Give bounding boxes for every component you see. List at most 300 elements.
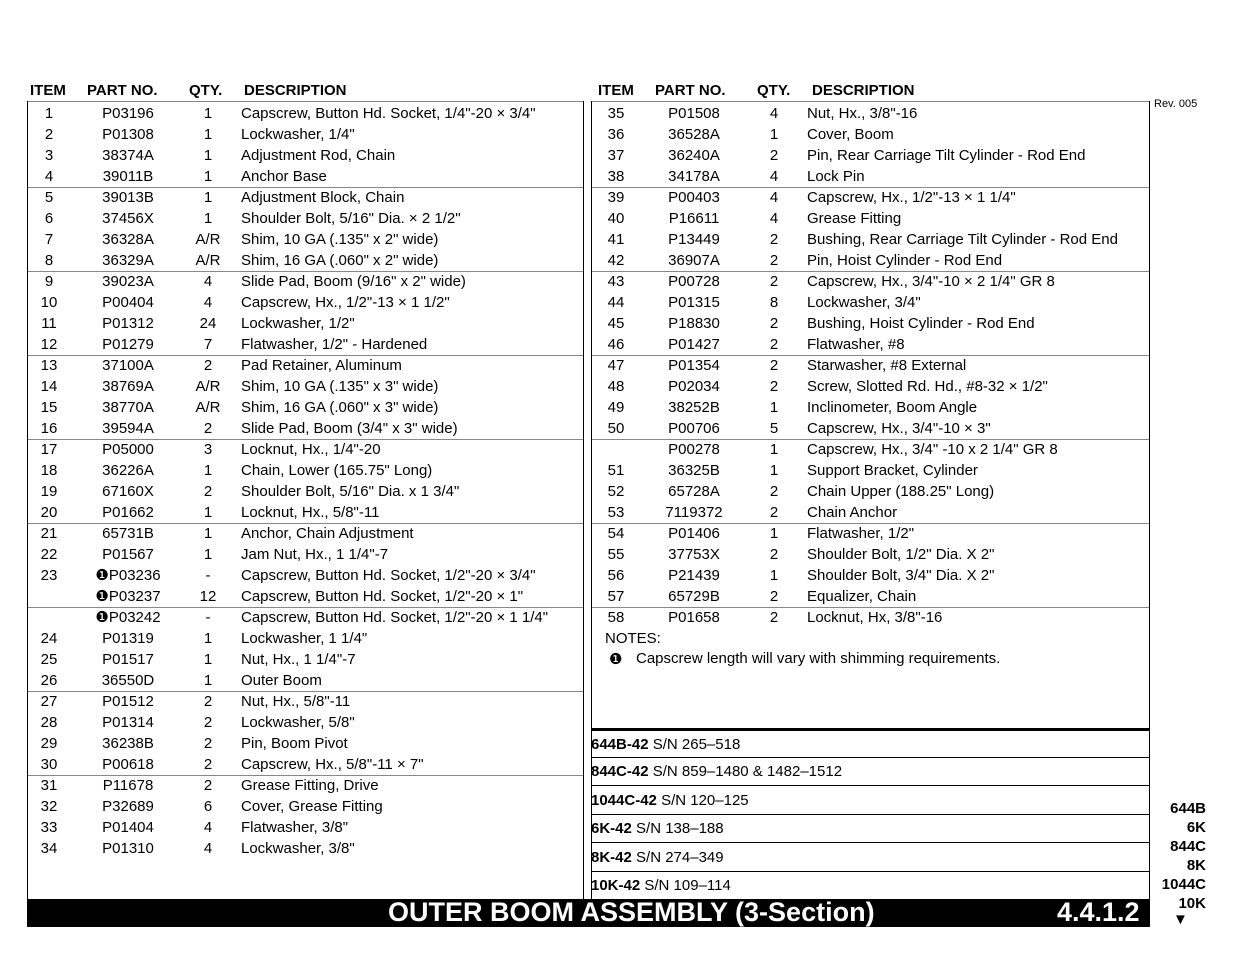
cell-part-no: 36907A xyxy=(668,252,720,269)
cell-qty: 4 xyxy=(203,819,213,836)
cell-item: 44 xyxy=(607,294,625,311)
note-marker-icon: ❶ xyxy=(609,651,623,668)
header-part-no-right: PART NO. xyxy=(655,82,726,99)
table-row xyxy=(592,523,1149,544)
table-row xyxy=(592,502,1149,523)
cell-item: 48 xyxy=(607,378,625,395)
cell-item: 22 xyxy=(40,546,58,563)
cell-part-no: 34178A xyxy=(668,168,720,185)
cell-part-no: P01658 xyxy=(668,609,720,626)
cell-qty: 1 xyxy=(203,462,213,479)
header-qty: QTY. xyxy=(189,82,223,99)
cell-description: Lockwasher, 1/4" xyxy=(241,126,355,143)
cell-description: Shoulder Bolt, 1/2" Dia. X 2" xyxy=(807,546,995,563)
cell-qty: 1 xyxy=(203,525,213,542)
cell-qty: 4 xyxy=(203,273,213,290)
side-model: 10K xyxy=(1178,895,1206,912)
cell-description: Support Bracket, Cylinder xyxy=(807,462,978,479)
cell-qty: A/R xyxy=(195,399,221,416)
cell-item: 13 xyxy=(40,357,58,374)
table-row xyxy=(592,481,1149,502)
cell-part-no: 65731B xyxy=(102,525,154,542)
cell-part-no: 7119372 xyxy=(665,504,723,521)
cell-part-no: 38374A xyxy=(102,147,154,164)
cell-part-no: P05000 xyxy=(102,441,154,458)
section-number: 4.4.1.2 xyxy=(1057,897,1140,927)
table-row xyxy=(28,670,583,691)
cell-part-no: P01662 xyxy=(102,504,154,521)
table-row xyxy=(28,775,583,796)
cell-description: Anchor, Chain Adjustment xyxy=(241,525,414,542)
cell-description: Grease Fitting xyxy=(807,210,902,227)
cell-part-no: ❶P03236 xyxy=(95,567,161,584)
page-title: OUTER BOOM ASSEMBLY (3-Section) xyxy=(388,897,875,927)
cell-qty: 2 xyxy=(769,252,779,269)
cell-item: 1 xyxy=(44,105,54,122)
cell-item: 50 xyxy=(607,420,625,437)
cell-qty: A/R xyxy=(195,231,221,248)
cell-part-no: 38252B xyxy=(668,399,720,416)
cell-item: 6 xyxy=(44,210,54,227)
serial-model: 6K-42 xyxy=(591,820,632,837)
table-row xyxy=(592,397,1149,418)
table-row xyxy=(28,460,583,481)
cell-part-no: 36226A xyxy=(102,462,154,479)
table-row xyxy=(28,229,583,250)
cell-part-no: P01312 xyxy=(102,315,154,332)
cell-item: 17 xyxy=(40,441,58,458)
table-row xyxy=(592,124,1149,145)
table-top-rule xyxy=(28,101,583,102)
cell-item: 41 xyxy=(607,231,625,248)
cell-part-no: P01314 xyxy=(102,714,154,731)
cell-qty: 1 xyxy=(203,210,213,227)
cell-description: Flatwasher, #8 xyxy=(807,336,905,353)
serial-row xyxy=(591,786,1150,815)
header-description: DESCRIPTION xyxy=(244,82,347,99)
cell-item: 19 xyxy=(40,483,58,500)
cell-qty: - xyxy=(205,609,211,626)
cell-item: 35 xyxy=(607,105,625,122)
cell-part-no: 39011B xyxy=(102,168,154,185)
table-row xyxy=(592,187,1149,208)
serial-row xyxy=(591,758,1150,786)
cell-part-no: 36328A xyxy=(102,231,154,248)
cell-part-no: P01308 xyxy=(102,126,154,143)
side-model: 6K xyxy=(1186,819,1206,836)
cell-description: Shoulder Bolt, 3/4" Dia. X 2" xyxy=(807,567,995,584)
cell-qty: 2 xyxy=(203,357,213,374)
cell-qty: 3 xyxy=(203,441,213,458)
cell-description: Jam Nut, Hx., 1 1/4"-7 xyxy=(241,546,389,563)
cell-description: Capscrew, Button Hd. Socket, 1/4"-20 × 3/4" xyxy=(241,105,536,122)
cell-description: Lockwasher, 1 1/4" xyxy=(241,630,368,647)
cell-qty: 4 xyxy=(769,210,779,227)
cell-qty: 2 xyxy=(769,483,779,500)
cell-item: 9 xyxy=(44,273,54,290)
cell-qty: 2 xyxy=(203,777,213,794)
cell-description: Pin, Boom Pivot xyxy=(241,735,348,752)
cell-part-no: 37753X xyxy=(668,546,720,563)
cell-part-no: P01319 xyxy=(102,630,154,647)
down-arrow-icon: ▼ xyxy=(1173,911,1188,928)
cell-description: Adjustment Block, Chain xyxy=(241,189,405,206)
cell-part-no: P00403 xyxy=(668,189,720,206)
table-row xyxy=(592,250,1149,271)
table-row xyxy=(592,103,1149,124)
cell-item: 16 xyxy=(40,420,58,437)
table-row xyxy=(28,502,583,523)
cell-item: 2 xyxy=(44,126,54,143)
cell-item: 32 xyxy=(40,798,58,815)
cell-item: 14 xyxy=(40,378,58,395)
table-row xyxy=(592,166,1149,187)
cell-description: Shim, 10 GA (.135" x 2" wide) xyxy=(241,231,439,248)
table-row xyxy=(28,208,583,229)
serial-range: S/N 274–349 xyxy=(636,849,724,866)
cell-qty: 24 xyxy=(199,315,217,332)
cell-qty: 1 xyxy=(203,105,213,122)
table-row xyxy=(28,145,583,166)
cell-qty: 1 xyxy=(203,189,213,206)
side-model-index xyxy=(1162,799,1206,913)
cell-item: 55 xyxy=(607,546,625,563)
cell-qty: 2 xyxy=(203,483,213,500)
cell-item: 34 xyxy=(40,840,58,857)
cell-qty: 2 xyxy=(203,735,213,752)
serial-model: 644B-42 xyxy=(591,736,649,753)
cell-description: Grease Fitting, Drive xyxy=(241,777,379,794)
cell-description: Shim, 16 GA (.060" x 2" wide) xyxy=(241,252,439,269)
cell-part-no: P00278 xyxy=(668,441,720,458)
side-model: 644B xyxy=(1170,800,1206,817)
table-row xyxy=(28,166,583,187)
table-row xyxy=(28,712,583,733)
cell-qty: 4 xyxy=(769,168,779,185)
cell-item: 21 xyxy=(40,525,58,542)
cell-qty: 1 xyxy=(769,441,779,458)
cell-item: 56 xyxy=(607,567,625,584)
cell-qty: 1 xyxy=(769,399,779,416)
cell-part-no: 36528A xyxy=(668,126,720,143)
cell-part-no: 38769A xyxy=(102,378,154,395)
cell-qty: 2 xyxy=(769,357,779,374)
cell-part-no: P32689 xyxy=(102,798,154,815)
cell-description: Flatwasher, 3/8" xyxy=(241,819,349,836)
cell-description: Nut, Hx., 3/8"-16 xyxy=(807,105,918,122)
cell-description: Capscrew, Button Hd. Socket, 1/2"-20 × 1" xyxy=(241,588,524,605)
cell-qty: 2 xyxy=(769,336,779,353)
cell-description: Capscrew, Hx., 3/4" -10 x 2 1/4" GR 8 xyxy=(807,441,1058,458)
cell-item: 26 xyxy=(40,672,58,689)
table-row xyxy=(28,397,583,418)
cell-description: Bushing, Hoist Cylinder - Rod End xyxy=(807,315,1035,332)
cell-item: 38 xyxy=(607,168,625,185)
table-row xyxy=(592,229,1149,250)
cell-qty: 2 xyxy=(203,693,213,710)
cell-qty: 1 xyxy=(203,147,213,164)
cell-item: 33 xyxy=(40,819,58,836)
header-part-no: PART NO. xyxy=(87,82,158,99)
table-row xyxy=(592,313,1149,334)
cell-qty: 12 xyxy=(199,588,217,605)
cell-part-no: 39594A xyxy=(102,420,154,437)
table-row xyxy=(28,355,583,376)
table-row xyxy=(592,292,1149,313)
table-row xyxy=(28,313,583,334)
cell-part-no: P02034 xyxy=(668,378,720,395)
cell-description: Screw, Slotted Rd. Hd., #8-32 × 1/2" xyxy=(807,378,1048,395)
cell-part-no: P00404 xyxy=(102,294,154,311)
side-model: 1044C xyxy=(1161,876,1206,893)
table-row xyxy=(28,271,583,292)
cell-item: 3 xyxy=(44,147,54,164)
cell-item: 8 xyxy=(44,252,54,269)
cell-part-no: P00728 xyxy=(668,273,720,290)
note-text: Capscrew length will vary with shimming requirements. xyxy=(636,650,1001,667)
cell-description: Chain Upper (188.25" Long) xyxy=(807,483,995,500)
cell-qty: 2 xyxy=(769,315,779,332)
header-item: ITEM xyxy=(30,82,66,99)
cell-item: 42 xyxy=(607,252,625,269)
cell-description: Locknut, Hx, 3/8"-16 xyxy=(807,609,943,626)
cell-part-no: P01512 xyxy=(102,693,154,710)
table-row xyxy=(592,418,1149,439)
cell-description: Anchor Base xyxy=(241,168,327,185)
cell-part-no: P18830 xyxy=(668,315,720,332)
cell-item: 31 xyxy=(40,777,58,794)
cell-item: 29 xyxy=(40,735,58,752)
cell-description: Capscrew, Button Hd. Socket, 1/2"-20 × 3/4" xyxy=(241,567,536,584)
table-row xyxy=(28,817,583,838)
cell-part-no: 39023A xyxy=(102,273,154,290)
serial-range: S/N 138–188 xyxy=(636,820,724,837)
table-row xyxy=(28,628,583,649)
cell-qty: 2 xyxy=(769,147,779,164)
cell-qty: - xyxy=(205,567,211,584)
cell-description: Capscrew, Hx., 5/8"-11 × 7" xyxy=(241,756,424,773)
cell-part-no: P21439 xyxy=(668,567,720,584)
cell-part-no: P03196 xyxy=(102,105,154,122)
serial-row xyxy=(591,815,1150,843)
cell-description: Shoulder Bolt, 5/16" Dia. x 1 3/4" xyxy=(241,483,460,500)
cell-qty: 4 xyxy=(203,840,213,857)
cell-part-no: P01567 xyxy=(102,546,154,563)
cell-part-no: P01354 xyxy=(668,357,720,374)
cell-description: Nut, Hx., 1 1/4"-7 xyxy=(241,651,356,668)
cell-description: Capscrew, Hx., 3/4"-10 × 3" xyxy=(807,420,991,437)
cell-part-no: 38770A xyxy=(102,399,154,416)
side-model: 8K xyxy=(1186,857,1206,874)
cell-description: Cover, Grease Fitting xyxy=(241,798,383,815)
cell-part-no: 36325B xyxy=(668,462,720,479)
cell-qty: 1 xyxy=(203,504,213,521)
cell-description: Locknut, Hx., 5/8"-11 xyxy=(241,504,380,521)
cell-part-no: P16611 xyxy=(668,210,720,227)
table-row xyxy=(592,607,1149,628)
cell-description: Lockwasher, 3/8" xyxy=(241,840,355,857)
cell-part-no: P01279 xyxy=(102,336,154,353)
cell-description: Cover, Boom xyxy=(807,126,894,143)
cell-qty: 2 xyxy=(769,231,779,248)
cell-part-no: P01427 xyxy=(668,336,720,353)
table-row xyxy=(28,754,583,775)
cell-qty: 1 xyxy=(769,525,779,542)
table-row xyxy=(28,124,583,145)
cell-qty: 1 xyxy=(203,630,213,647)
cell-item: 37 xyxy=(607,147,625,164)
cell-item: 23 xyxy=(40,567,58,584)
cell-qty: 1 xyxy=(769,567,779,584)
serial-range: S/N 120–125 xyxy=(661,792,749,809)
cell-description: Lockwasher, 3/4" xyxy=(807,294,921,311)
cell-qty: 4 xyxy=(769,105,779,122)
cell-item: 52 xyxy=(607,483,625,500)
cell-item: 4 xyxy=(44,168,54,185)
table-row xyxy=(28,607,583,628)
cell-part-no: P11678 xyxy=(102,777,154,794)
cell-description: Lockwasher, 1/2" xyxy=(241,315,355,332)
cell-description: Lockwasher, 5/8" xyxy=(241,714,355,731)
cell-qty: 2 xyxy=(769,504,779,521)
cell-description: Outer Boom xyxy=(241,672,322,689)
cell-description: Pad Retainer, Aluminum xyxy=(241,357,402,374)
table-top-rule-right xyxy=(592,101,1149,102)
parts-table-left xyxy=(27,101,584,900)
table-row xyxy=(28,439,583,460)
cell-part-no: P01404 xyxy=(102,819,154,836)
cell-description: Slide Pad, Boom (9/16" x 2" wide) xyxy=(241,273,466,290)
cell-part-no: 36238B xyxy=(102,735,154,752)
revision-label: Rev. 005 xyxy=(1154,98,1198,110)
table-row xyxy=(28,523,583,544)
cell-item: 27 xyxy=(40,693,58,710)
cell-item: 57 xyxy=(607,588,625,605)
cell-qty: 2 xyxy=(203,756,213,773)
table-row xyxy=(28,733,583,754)
cell-item: 53 xyxy=(607,504,625,521)
cell-item: 12 xyxy=(40,336,58,353)
table-row xyxy=(592,376,1149,397)
cell-item: 47 xyxy=(607,357,625,374)
table-row xyxy=(28,691,583,712)
side-model: 844C xyxy=(1170,838,1206,855)
cell-qty: 1 xyxy=(769,462,779,479)
cell-qty: 1 xyxy=(203,672,213,689)
cell-description: Pin, Rear Carriage Tilt Cylinder - Rod End xyxy=(807,147,1086,164)
cell-qty: 2 xyxy=(769,609,779,626)
cell-item: 36 xyxy=(607,126,625,143)
cell-item: 28 xyxy=(40,714,58,731)
cell-qty: 2 xyxy=(769,546,779,563)
cell-qty: 2 xyxy=(769,273,779,290)
cell-qty: 2 xyxy=(769,378,779,395)
cell-item: 51 xyxy=(607,462,625,479)
cell-item: 39 xyxy=(607,189,625,206)
cell-item: 18 xyxy=(40,462,58,479)
cell-qty: 6 xyxy=(203,798,213,815)
cell-item: 40 xyxy=(607,210,625,227)
cell-part-no: P01517 xyxy=(102,651,154,668)
table-row xyxy=(592,544,1149,565)
cell-part-no: ❶P03237 xyxy=(95,588,161,605)
cell-part-no: P13449 xyxy=(668,231,720,248)
table-row xyxy=(28,796,583,817)
cell-description: Locknut, Hx., 1/4"-20 xyxy=(241,441,381,458)
cell-description: Adjustment Rod, Chain xyxy=(241,147,396,164)
cell-item: 46 xyxy=(607,336,625,353)
cell-description: Capscrew, Hx., 1/2"-13 × 1 1/4" xyxy=(807,189,1016,206)
table-row xyxy=(592,460,1149,481)
cell-part-no: ❶P03242 xyxy=(95,609,161,626)
cell-qty: 2 xyxy=(203,420,213,437)
cell-description: Starwasher, #8 External xyxy=(807,357,967,374)
cell-description: Shim, 16 GA (.060" x 3" wide) xyxy=(241,399,439,416)
cell-part-no: 36550D xyxy=(101,672,155,689)
cell-description: Capscrew, Hx., 3/4"-10 × 2 1/4" GR 8 xyxy=(807,273,1055,290)
cell-item: 25 xyxy=(40,651,58,668)
table-row xyxy=(28,292,583,313)
table-row xyxy=(28,565,583,586)
cell-item: 7 xyxy=(44,231,54,248)
table-row xyxy=(592,334,1149,355)
table-row xyxy=(28,376,583,397)
cell-description: Bushing, Rear Carriage Tilt Cylinder - Rod End xyxy=(807,231,1118,248)
cell-part-no: 37100A xyxy=(102,357,154,374)
cell-description: Flatwasher, 1/2" xyxy=(807,525,915,542)
cell-description: Shoulder Bolt, 5/16" Dia. × 2 1/2" xyxy=(241,210,461,227)
cell-part-no: P00618 xyxy=(102,756,154,773)
cell-item: 54 xyxy=(607,525,625,542)
serial-model: 10K-42 xyxy=(591,877,641,894)
cell-item: 58 xyxy=(607,609,625,626)
cell-description: Nut, Hx., 5/8"-11 xyxy=(241,693,351,710)
cell-qty: 4 xyxy=(203,294,213,311)
table-row xyxy=(592,271,1149,292)
cell-description: Shim, 10 GA (.135" x 3" wide) xyxy=(241,378,439,395)
cell-item: 49 xyxy=(607,399,625,416)
cell-part-no: 36240A xyxy=(668,147,720,164)
cell-part-no: P01406 xyxy=(668,525,720,542)
cell-qty: 8 xyxy=(769,294,779,311)
cell-description: Lock Pin xyxy=(807,168,865,185)
cell-description: Flatwasher, 1/2" - Hardened xyxy=(241,336,428,353)
table-row xyxy=(592,355,1149,376)
cell-item: 24 xyxy=(40,630,58,647)
table-row xyxy=(28,544,583,565)
cell-part-no: 37456X xyxy=(102,210,154,227)
cell-description: Capscrew, Hx., 1/2"-13 × 1 1/2" xyxy=(241,294,450,311)
cell-part-no: 65729B xyxy=(668,588,720,605)
table-row xyxy=(592,439,1149,460)
cell-part-no: P01315 xyxy=(668,294,720,311)
table-row xyxy=(592,145,1149,166)
cell-part-no: 67160X xyxy=(102,483,154,500)
cell-qty: 1 xyxy=(203,546,213,563)
serial-row xyxy=(591,843,1150,872)
table-row xyxy=(28,649,583,670)
cell-qty: 2 xyxy=(203,714,213,731)
table-row xyxy=(592,586,1149,607)
table-row xyxy=(28,187,583,208)
serial-range: S/N 265–518 xyxy=(652,736,741,753)
cell-part-no: P00706 xyxy=(668,420,720,437)
serial-range: S/N 109–114 xyxy=(644,877,731,894)
cell-item: 45 xyxy=(607,315,625,332)
cell-qty: 1 xyxy=(203,126,213,143)
cell-qty: A/R xyxy=(195,378,221,395)
cell-item: 15 xyxy=(40,399,58,416)
